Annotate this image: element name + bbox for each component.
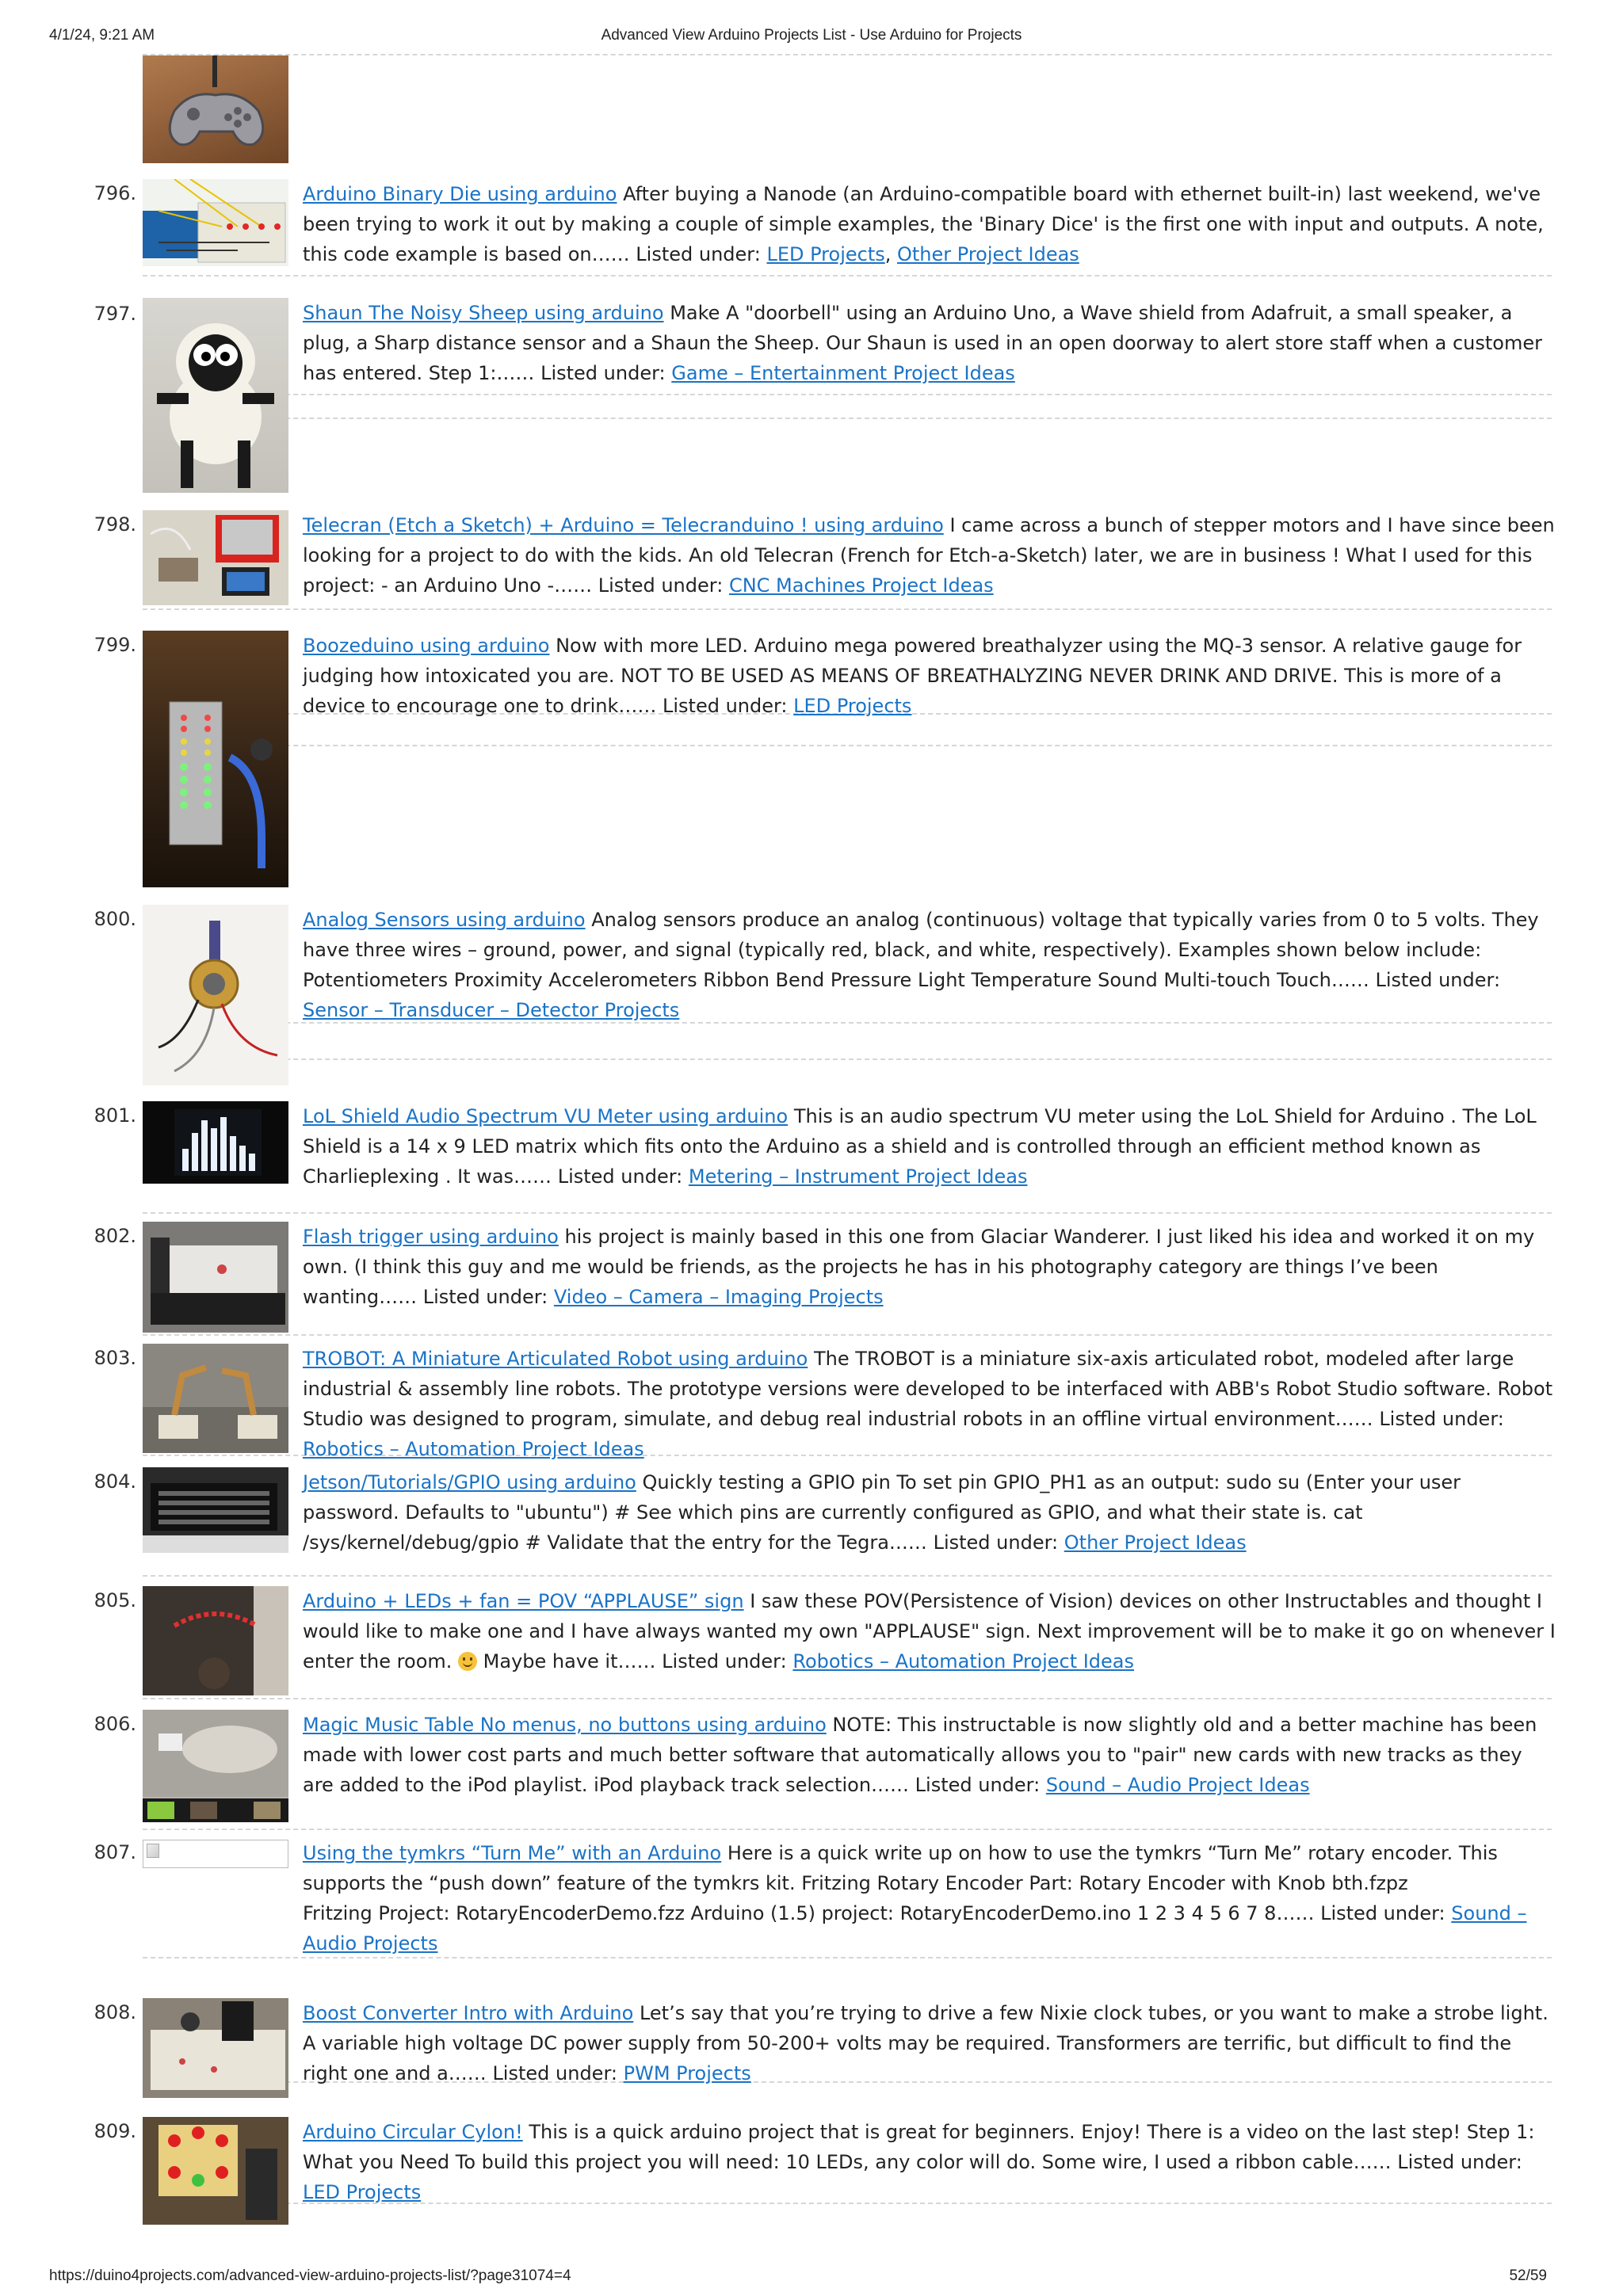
category-link[interactable]: LED Projects [793,695,912,717]
listed-under-label: Listed under: [1320,1902,1445,1924]
entry-805 [303,1586,1556,1676]
listed-under-label: Listed under: [933,1531,1059,1554]
entry-number: 800. [94,908,136,930]
entry-description: This is an audio spectrum VU meter using the LoL Shield for Arduino . The LoL Shield is a 14 x 9 LED matrix which fits onto the Arduino as a shield and is controlled through an efficient method known as Charlieplexing . It was…… [303,1105,1537,1188]
entry-number: 805. [94,1589,136,1611]
entry-title-link[interactable]: Flash trigger using arduino [303,1226,559,1248]
listed-under-label: Listed under: [422,1286,548,1308]
category-link[interactable]: PWM Projects [623,2062,751,2084]
entry-title-link[interactable]: Magic Music Table No menus, no buttons using arduino [303,1714,827,1736]
separator [143,418,1552,419]
category-link[interactable]: LED Projects [303,2181,422,2203]
entry-number: 799. [94,634,136,656]
entry-description: Let’s say that you’re trying to drive a few Nixie clock tubes, or you want to make a strobe light. A variable high voltage DC power supply from 50-200+ volts may be required. Transformers are terrific, but difficult to find the right one and a…… [303,2002,1549,2084]
listed-under-label: Listed under: [1375,969,1501,991]
entry-number: 798. [94,513,136,536]
listed-under-label: Listed under: [598,574,724,597]
separator [143,1212,1552,1214]
analog-sensor-thumbnail[interactable] [143,905,288,1085]
entry-807 [303,1838,1556,1958]
separator [143,1058,1552,1060]
binary-die-thumbnail[interactable] [143,179,288,266]
category-link[interactable]: Robotics – Automation Project Ideas [792,1650,1135,1672]
separator [143,1829,1552,1830]
jetson-thumbnail[interactable] [143,1467,288,1553]
gamepad-thumbnail[interactable] [143,55,288,163]
print-datetime: 4/1/24, 9:21 AM [49,27,155,44]
broken-image-icon[interactable] [143,1840,288,1868]
entry-number: 808. [94,2001,136,2023]
entry-description: Here is a quick write up on how to use the tymkrs “Turn Me” rotary encoder. This supports the “push down” feature of the tymkrs kit. Fritzing Rotary Encoder Part: Rotary Encoder with Knob bth.fzpz [303,1842,1498,1894]
entry-806 [303,1710,1556,1800]
separator [143,275,1552,277]
circular-cylon-thumbnail[interactable] [143,2117,288,2225]
boost-converter-thumbnail[interactable] [143,1998,288,2098]
sheep-thumbnail[interactable] [143,298,288,493]
entry-description: NOTE: This instructable is now slightly old and a better machine has been made with lower cost parts and much better software that automatically allows you to "pair" new cards with new tracks as they are added to the iPod playlist. iPod playback track selection…… [303,1714,1537,1796]
entry-description: Analog sensors produce an analog (continuous) voltage that typically varies from 0 to 5 volts. They have three wires – ground, power, and signal (typically red, black, and white, respectively). Examples shown below include: Potentiometers Proximity Accelerometers Ribbon Bend Pressure Light Temperature Sound Multi-touch Touch…… [303,909,1539,991]
telecran-thumbnail[interactable] [143,510,288,605]
entry-799 [303,631,1556,721]
separator [143,1575,1552,1577]
entry-description: I saw these POV(Persistence of Vision) devices on other Instructables and thought I would like to make one and I have always wanted my own "APPLAUSE" sign. Next improvement will be to make it go on whenever I enter the room. [303,1590,1556,1672]
listed-under-label: Listed under: [636,243,761,265]
entry-title-link[interactable]: Jetson/Tutorials/GPIO using arduino [303,1471,636,1493]
entry-description: I came across a bunch of stepper motors and I have since been looking for a project to do with the kids. An old Telecran (French for Etch-a-Sketch) later, we are in business ! What I used for this project: - an Arduino Uno -…… [303,514,1555,597]
entry-number: 809. [94,2120,136,2142]
category-link[interactable]: Sensor – Transducer – Detector Projects [303,999,680,1021]
entry-description-continued: Maybe have it…… [483,1650,656,1672]
entry-801 [303,1101,1556,1192]
entry-number: 802. [94,1225,136,1247]
category-link[interactable]: LED Projects [766,243,885,265]
entry-804 [303,1467,1556,1558]
entry-description: Quickly testing a GPIO pin To set pin GPIO_PH1 as an output: sudo su (Enter your user password. Defaults to "ubuntu") # See which pins are currently configured as GPIO, and what their state is. cat /sys/kernel/debug/gpio # Validate that the entry for the Tegra…… [303,1471,1461,1554]
category-link[interactable]: Game – Entertainment Project Ideas [671,362,1015,384]
listed-under-label: Listed under: [1379,1408,1504,1430]
listed-under-label: Listed under: [540,362,666,384]
trobot-thumbnail[interactable] [143,1344,288,1453]
entry-description: This is a quick arduino project that is great for beginners. Enjoy! There is a video on the last step! Step 1: What you Need To build this project you will need: 10 LEDs, any color will do. Some wire, I used a ribbon cable…… [303,2121,1535,2173]
entry-800 [303,905,1556,1025]
entry-number: 803. [94,1347,136,1369]
category-link[interactable]: Sound – Audio Project Ideas [1045,1774,1310,1796]
entry-description: his project is mainly based in this one from Glaciar Wanderer. I just liked his idea and worked it on my own. (I think this guy and me would be friends, as the projects he has in his photography category are things I’ve been wanting…… [303,1226,1535,1308]
separator [143,608,1552,610]
entry-description: The TROBOT is a miniature six-axis articulated robot, modeled after large industrial & assembly line robots. The prototype versions were developed to be interfaced with ABB's Robot Studio software. Robot Studio was designed to program, simulate, and debug real industrial robots in an offline virtual environment…… [303,1348,1553,1430]
listed-under-label: Listed under: [662,1650,787,1672]
entry-803 [303,1344,1556,1464]
separator [143,394,1552,395]
entry-809 [303,2117,1556,2207]
entry-number: 797. [94,303,136,325]
entry-description-continued: Fritzing Project: RotaryEncoderDemo.fzz Arduino (1.5) project: RotaryEncoderDemo.ino 1 2 3 4 5 6 7 8…… [303,1902,1315,1924]
listed-under-label: Listed under: [492,2062,617,2084]
entry-description: After buying a Nanode (an Arduino-compatible board with ethernet built-in) last weekend, we've been trying to work it out by making a couple of simple examples, the 'Binary Dice' is the first one with input and outputs. A note, this code example is based on…… [303,183,1544,265]
boozeduino-thumbnail[interactable] [143,631,288,887]
entry-description: Make A "doorbell" using an Arduino Uno, a Wave shield from Adafruit, a small speaker, a plug, a Sharp distance sensor and a Shaun the Sheep. Our Shaun is used in an open doorway to alert store staff when a customer has entered. Step 1:…… [303,302,1542,384]
category-link[interactable]: Other Project Ideas [1064,1531,1247,1554]
entry-number: 806. [94,1713,136,1735]
flash-trigger-thumbnail[interactable] [143,1222,288,1333]
category-link[interactable]: Video – Camera – Imaging Projects [553,1286,884,1308]
listed-under-label: Listed under: [1397,2151,1522,2173]
entry-808 [303,1998,1556,2088]
entry-number: 807. [94,1841,136,1863]
listed-under-label: Listed under: [662,695,788,717]
entry-title-link[interactable]: Arduino Circular Cylon! [303,2121,523,2143]
entry-number: 804. [94,1470,136,1493]
magic-music-table-thumbnail[interactable] [143,1710,288,1822]
entry-title-link[interactable]: Arduino + LEDs + fan = POV “APPLAUSE” sign [303,1590,744,1612]
category-link[interactable]: CNC Machines Project Ideas [728,574,994,597]
category-link[interactable]: Metering – Instrument Project Ideas [688,1165,1028,1188]
page-title: Advanced View Arduino Projects List - Use Arduino for Projects [601,27,1022,44]
page-number: 52/59 [1509,2267,1547,2284]
entry-title-link[interactable]: Boost Converter Intro with Arduino [303,2002,634,2024]
page-url: https://duino4projects.com/advanced-view-arduino-projects-list/?page31074=4 [49,2267,571,2284]
category-link[interactable]: Other Project Ideas [897,243,1079,265]
entry-number: 796. [94,182,136,204]
entry-description: Now with more LED. Arduino mega powered breathalyzer using the MQ-3 sensor. A relative gauge for judging how intoxicated you are. NOT TO BE USED AS MEANS OF BREATHALYZING NEVER DRINK AND DRIVE. This is more of a device to encourage one to drink…… [303,635,1522,717]
pov-applause-thumbnail[interactable] [143,1586,288,1695]
category-link[interactable]: Robotics – Automation Project Ideas [303,1438,644,1460]
listed-under-label: Listed under: [915,1774,1041,1796]
listed-under-label: Listed under: [557,1165,683,1188]
entry-number: 801. [94,1104,136,1127]
entry-798 [303,510,1556,601]
vu-meter-thumbnail[interactable] [143,1101,288,1184]
category-link[interactable]: Sound – Audio Projects [303,1902,1527,1955]
separator [143,1334,1552,1336]
separator [143,54,1552,55]
entry-title-link[interactable]: Telecran (Etch a Sketch) + Arduino = Telecranduino ! using arduino [303,514,944,536]
entry-title-link[interactable]: Using the tymkrs “Turn Me” with an Arduino [303,1842,722,1864]
separator [143,1698,1552,1699]
entry-title-link[interactable]: Boozeduino using arduino [303,635,550,657]
entry-802 [303,1222,1556,1312]
entry-796: Arduino Binary Die using arduino After buying a Nanode (an Arduino-compatible board with ethernet built-in) last weekend, we've been trying to work it out by making a couple of simple examples, the 'Binary Dice' is the first one with input and outputs. A note, this code example is based on…… Listed under: LED Projects, Other Project Ideas [303,183,1544,265]
entry-title-link[interactable]: Arduino Binary Die using arduino [303,183,617,205]
entry-797 [303,298,1556,388]
entry-title-link[interactable]: Analog Sensors using arduino [303,909,586,931]
entry-title-link[interactable]: LoL Shield Audio Spectrum VU Meter using arduino [303,1105,789,1127]
entry-title-link[interactable]: TROBOT: A Miniature Articulated Robot using arduino [303,1348,808,1370]
smiley-icon [458,1652,477,1671]
separator [143,745,1552,746]
entry-title-link[interactable]: Shaun The Noisy Sheep using arduino [303,302,664,324]
